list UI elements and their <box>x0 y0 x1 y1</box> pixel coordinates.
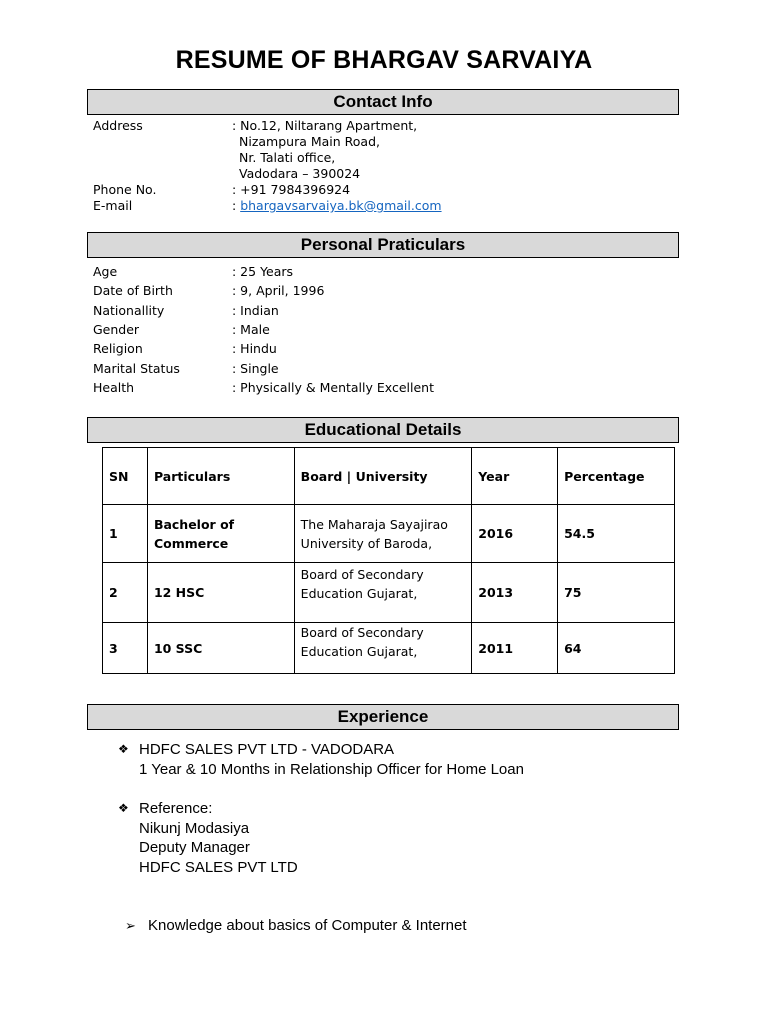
arrow-bullet-icon: ➢ <box>125 918 136 933</box>
reference-name: Nikunj Modasiya <box>139 819 250 837</box>
email-label: E-mail <box>93 198 133 213</box>
cell-board: The Maharaja Sayajirao University of Baroda, <box>294 505 472 563</box>
reference-company: HDFC SALES PVT LTD <box>139 858 298 876</box>
cell-year: 2011 <box>472 623 558 674</box>
experience-heading: Experience <box>87 704 679 730</box>
personal-value: : Indian <box>232 302 279 318</box>
cell-particulars: Bachelor of Commerce <box>147 505 294 563</box>
personal-particulars-heading: Personal Praticulars <box>87 232 679 258</box>
personal-label: Date of Birth <box>93 283 173 299</box>
header-board: Board | University <box>294 448 472 505</box>
cell-board: Board of Secondary Education Gujarat, <box>294 563 472 623</box>
reference-title: Deputy Manager <box>139 839 250 856</box>
personal-label: Health <box>93 379 135 395</box>
cell-particulars: 12 HSC <box>147 563 294 623</box>
personal-value: : 9, April, 1996 <box>232 283 325 299</box>
personal-value: : Single <box>232 360 279 376</box>
address-line-4: Vadodara – 390024 <box>239 166 361 181</box>
address-line-3: Nr. Talati office, <box>239 150 336 165</box>
address-line-1: : No.12, Niltarang Apartment, <box>232 118 418 133</box>
personal-value: : Physically & Mentally Excellent <box>232 379 434 395</box>
experience-role: 1 Year & 10 Months in Relationship Officer for Home Loan <box>139 760 524 778</box>
education-table <box>102 447 675 674</box>
phone-value: : +91 7984396924 <box>232 182 351 197</box>
email-colon: : <box>232 198 241 213</box>
cell-year: 2016 <box>472 505 558 563</box>
cell-particulars: 10 SSC <box>147 623 294 674</box>
email-value <box>232 198 442 214</box>
skill-text: Knowledge about basics of Computer & Internet <box>148 917 467 934</box>
cell-year: 2013 <box>472 563 558 623</box>
cell-board: Board of Secondary Education Gujarat, <box>294 623 472 674</box>
resume-title: RESUME OF BHARGAV SARVAIYA <box>175 46 593 74</box>
cell-percentage: 64 <box>558 623 675 674</box>
cell-percentage: 54.5 <box>558 505 675 563</box>
address-line-2: Nizampura Main Road, <box>239 134 381 149</box>
header-sn: SN <box>103 448 148 505</box>
cell-sn: 2 <box>103 563 148 623</box>
phone-label: Phone No. <box>93 182 157 197</box>
table-row <box>103 563 675 623</box>
table-header-row <box>103 448 675 505</box>
personal-value: : Hindu <box>232 341 277 357</box>
diamond-bullet-icon: ❖ <box>118 801 129 815</box>
personal-label: Gender <box>93 321 140 337</box>
table-row <box>103 623 675 674</box>
reference-label: Reference: <box>139 800 213 817</box>
contact-info-heading: Contact Info <box>87 89 679 115</box>
header-particulars: Particulars <box>147 448 294 505</box>
educational-details-heading: Educational Details <box>87 417 679 443</box>
personal-value: : Male <box>232 321 270 337</box>
table-row <box>103 505 675 563</box>
personal-label: Religion <box>93 341 143 357</box>
email-link[interactable]: bhargavsarvaiya.bk@gmail.com <box>240 198 442 213</box>
experience-company: HDFC SALES PVT LTD - VADODARA <box>139 741 395 758</box>
personal-label: Nationallity <box>93 302 165 318</box>
personal-value: : 25 Years <box>232 264 294 279</box>
header-percentage: Percentage <box>558 448 675 505</box>
personal-label: Marital Status <box>93 360 180 376</box>
cell-percentage: 75 <box>558 563 675 623</box>
cell-sn: 3 <box>103 623 148 674</box>
cell-sn: 1 <box>103 505 148 563</box>
personal-label: Age <box>93 264 118 279</box>
address-label: Address <box>93 118 143 133</box>
diamond-bullet-icon: ❖ <box>118 742 129 756</box>
header-year: Year <box>472 448 558 505</box>
